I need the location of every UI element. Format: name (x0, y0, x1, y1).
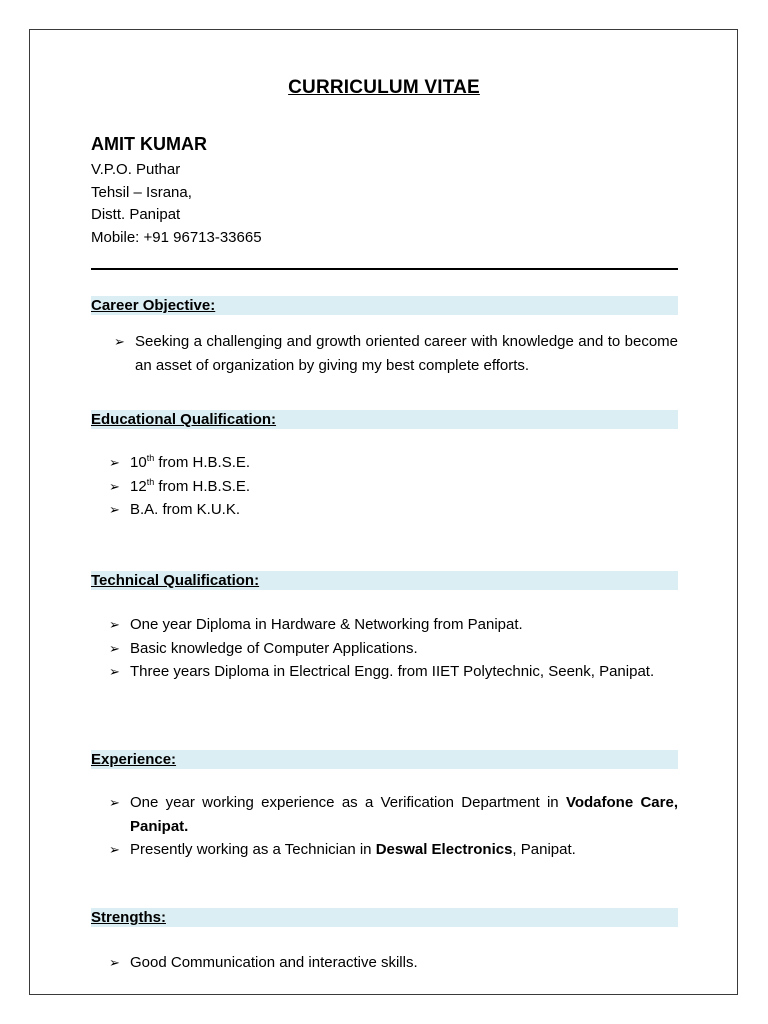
address-line: Distt. Panipat (91, 206, 181, 223)
arrow-bullet-icon: ➢ (109, 502, 120, 517)
list-item: ➢ B.A. from K.U.K. (109, 498, 678, 522)
career-objective-list (114, 330, 678, 377)
list-item: ➢ 12th from H.B.S.E. (109, 475, 678, 499)
arrow-bullet-icon: ➢ (109, 795, 120, 810)
contact-block (91, 159, 262, 249)
arrow-bullet-icon: ➢ (109, 617, 120, 632)
company-name: Deswal Electronics (375, 841, 513, 858)
strengths-heading: Strengths: (91, 908, 678, 927)
company-name: Vodafone Care, Panipat. (130, 794, 678, 835)
address-line: V.P.O. Puthar (91, 161, 181, 178)
list-item: ➢ Seeking a challenging and growth oriented career with knowledge and to become an asset of organization by giving my best complete efforts. (114, 330, 678, 377)
list-item: ➢ Three years Diploma in Electrical Engg. from IIET Polytechnic, Seenk, Panipat. (109, 660, 678, 684)
document-title: CURRICULUM VITAE (288, 77, 480, 98)
list-item: ➢ One year Diploma in Hardware & Networking from Panipat. (109, 613, 678, 637)
arrow-bullet-icon: ➢ (109, 478, 120, 494)
list-item: ➢ One year working experience as a Verification Department in Vodafone Care, Panipat. (109, 791, 678, 838)
education-list (109, 451, 678, 522)
technical-list (109, 613, 678, 684)
horizontal-rule (91, 268, 678, 270)
list-item: ➢ Basic knowledge of Computer Applications. (109, 637, 678, 661)
experience-heading: Experience: (91, 750, 678, 769)
technical-heading: Technical Qualification: (91, 571, 678, 590)
career-objective-heading: Career Objective: (91, 296, 678, 315)
list-item: ➢ Presently working as a Technician in Deswal Electronics, Panipat. (109, 838, 678, 862)
list-item: ➢ 10th from H.B.S.E. (109, 451, 678, 475)
arrow-bullet-icon: ➢ (114, 334, 125, 349)
mobile-line: Mobile: +91 96713-33665 (91, 228, 262, 246)
arrow-bullet-icon: ➢ (109, 455, 120, 470)
candidate-name: AMIT KUMAR (91, 134, 207, 154)
arrow-bullet-icon: ➢ (109, 664, 120, 679)
arrow-bullet-icon: ➢ (109, 842, 120, 857)
arrow-bullet-icon: ➢ (109, 955, 120, 970)
address-line: Tehsil – Israna, (91, 183, 192, 201)
list-item: ➢ Good Communication and interactive skills. (109, 951, 678, 975)
experience-list (109, 791, 678, 862)
education-heading: Educational Qualification: (91, 410, 678, 429)
strengths-list (109, 951, 678, 975)
arrow-bullet-icon: ➢ (109, 640, 120, 656)
